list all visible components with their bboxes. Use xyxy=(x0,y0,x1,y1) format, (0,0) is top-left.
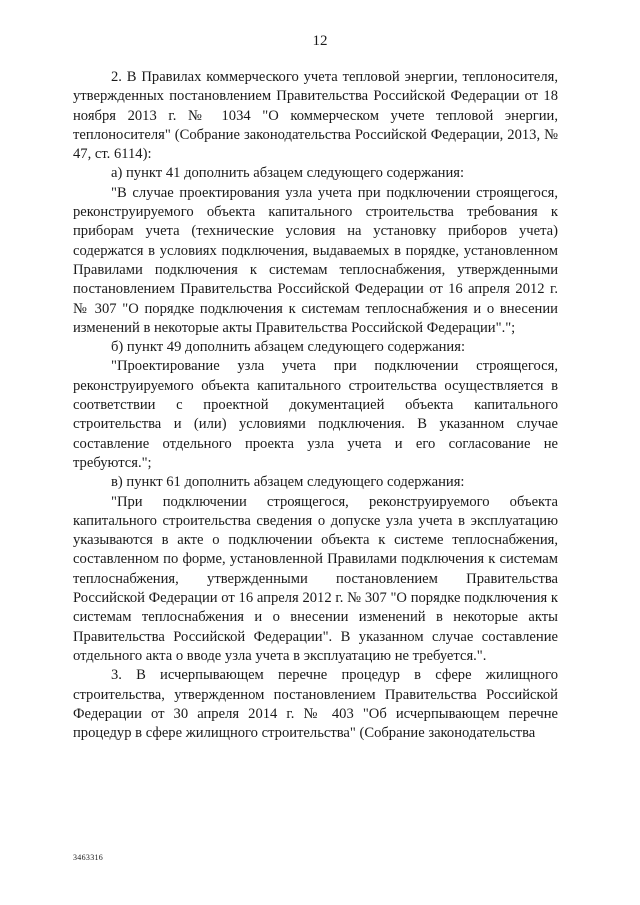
paragraph-item-3: 3. В исчерпывающем перечне процедур в сфере жилищного строительства, утвержденном постановлением Правительства Российской Федерации от 30 апреля 2014 г. № 403 "Об исчерпывающем перечне процедур в сфере жилищного строительства" (Собрание законодательства xyxy=(73,667,558,742)
document-body xyxy=(73,68,558,743)
document-code: 3463316 xyxy=(73,853,104,862)
subitem-b-intro: б) пункт 49 дополнить абзацем следующего содержания: xyxy=(111,339,466,356)
quoted-amendment-v: "При подключении строящегося, реконструируемого объекта капитального строительства сведения о допуске узла учета в эксплуатацию указываются в акте о подключении объекта к системе теплоснабжения, составленном по форме, установленной Правилами подключения к системам теплоснабжения, утвержденными постановлением Правительства Российской Федерации от 16 апреля 2012 г. № 307 "О порядке подключения к системам теплоснабжения и о внесении изменений в некоторые акты Правительства Российской Федерации". В указанном случае составление отдельного акта о вводе узла учета в эксплуатацию не требуется.". xyxy=(73,493,558,664)
quoted-amendment-b: "Проектирование узла учета при подключении строящегося, реконструируемого объекта капитального строительства осуществляется в соответствии с проектной документацией объекта капитального строительства и (или) условиями подключения. В указанном случае составление отдельного проекта узла учета и его согласование не требуются."; xyxy=(73,358,558,471)
quoted-amendment-a: "В случае проектирования узла учета при подключении строящегося, реконструируемого объекта капитального строительства требования к приборам учета (технические условия на установку приборов учета) содержатся в условиях подключения, выдаваемых в порядке, установленном Правилами подключения к системам теплоснабжения, утвержденными постановлением Правительства Российской Федерации от 16 апреля 2012 г. № 307 "О порядке подключения к системам теплоснабжения и о внесении изменений в некоторые акты Правительства Российской Федерации"."; xyxy=(73,184,558,336)
subitem-a-intro: а) пункт 41 дополнить абзацем следующего содержания: xyxy=(111,165,465,182)
paragraph-item-2: 2. В Правилах коммерческого учета тепловой энергии, теплоносителя, утвержденных постановлением Правительства Российской Федерации от 18 ноября 2013 г. № 1034 "О коммерческом учете тепловой энергии, теплоносителя" (Собрание законодательства Российской Федерации, 2013, № 47, ст. 6114): xyxy=(73,69,558,163)
subitem-v-intro: в) пункт 61 дополнить абзацем следующего содержания: xyxy=(111,474,465,491)
page-number: 12 xyxy=(312,33,328,49)
